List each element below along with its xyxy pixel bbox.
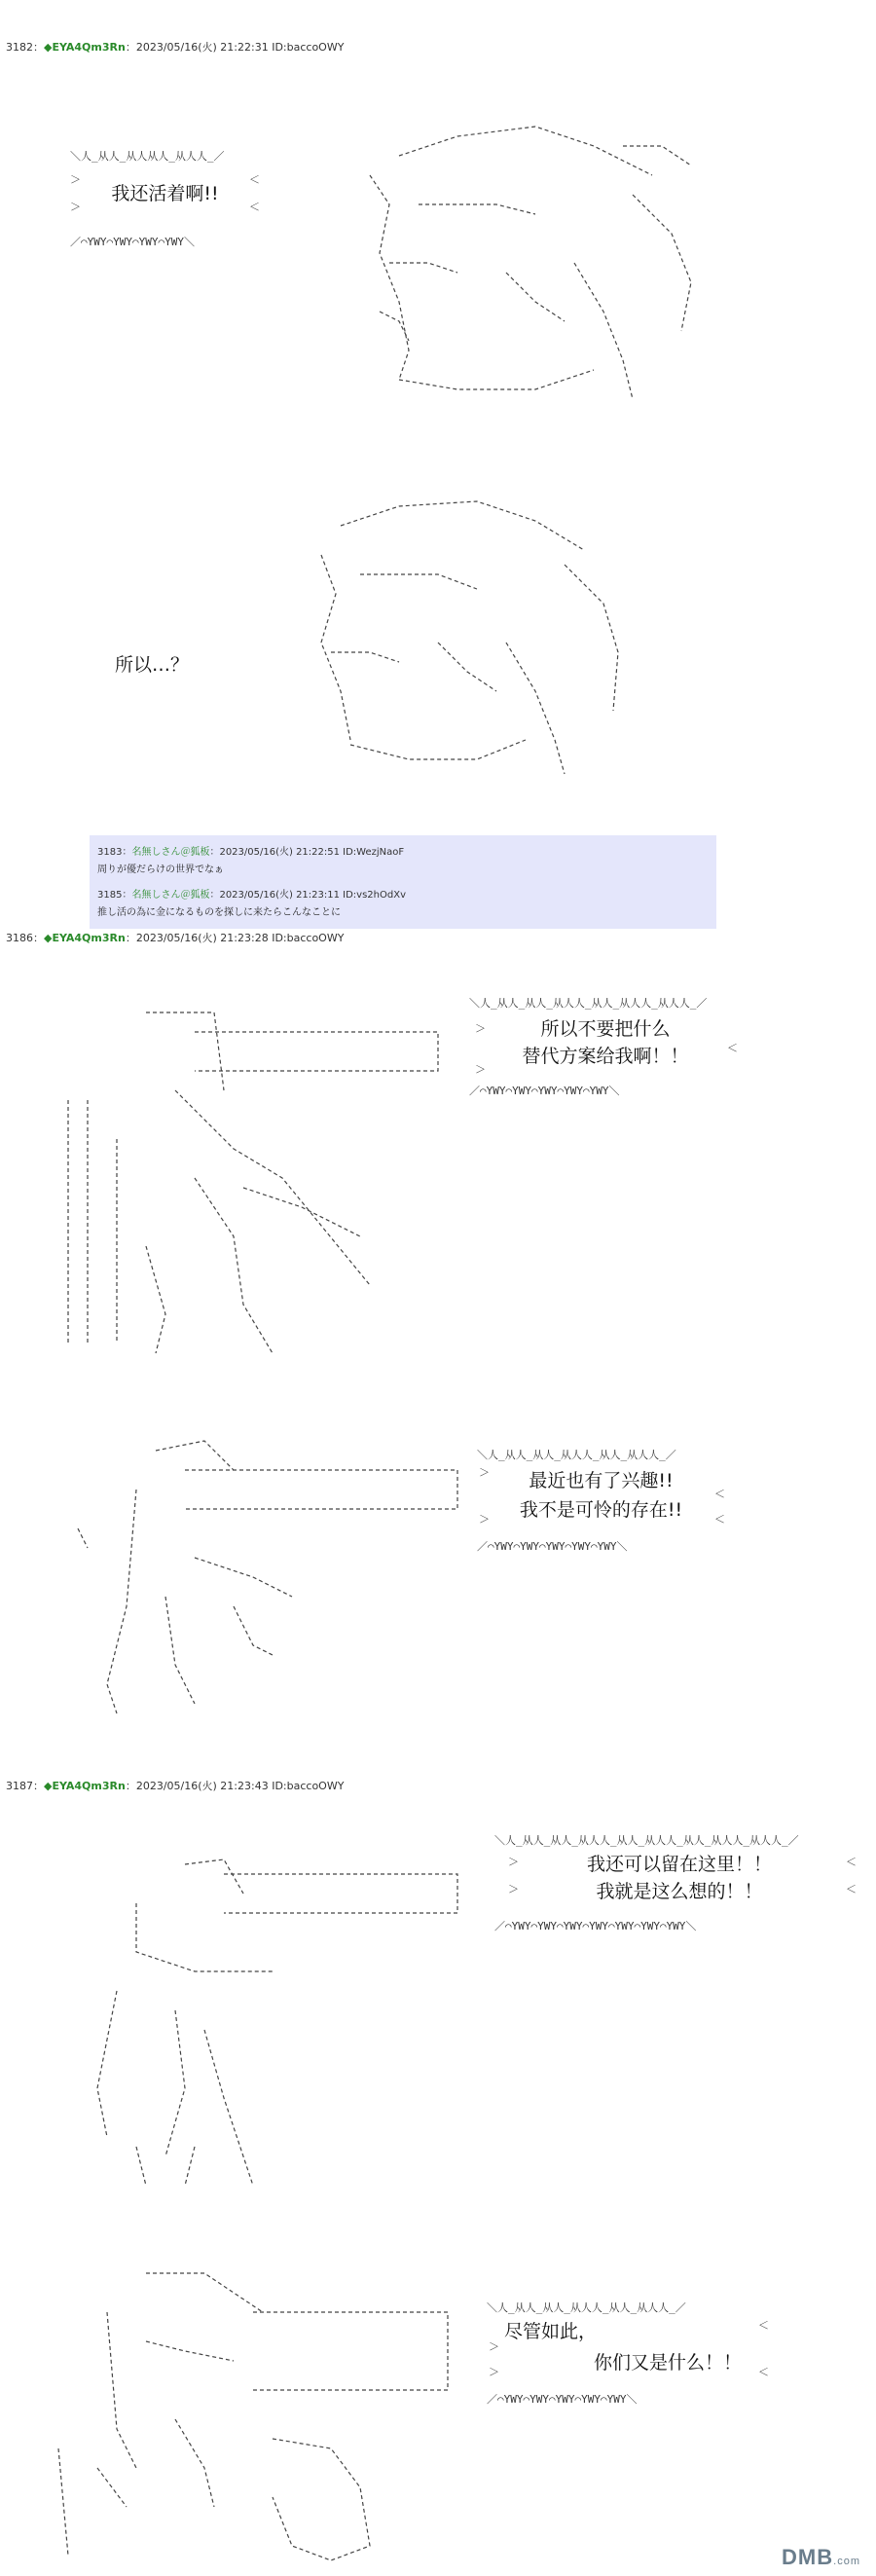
poster-name[interactable]: ◆EYA4Qm3Rn (44, 1780, 126, 1792)
post-header-3187 (6, 1780, 344, 1793)
post-meta: ：2023/05/16(火) 21:23:28 ID:baccoOWY (125, 932, 345, 944)
bubble-text: 我就是这么想的！！ (596, 1881, 763, 1902)
ascii-art-figure-gun-4 (39, 2254, 467, 2565)
reply-meta: ：2023/05/16(火) 21:22:51 ID:WezjNaoF (209, 847, 405, 858)
reply-box (90, 835, 716, 929)
poster-name[interactable]: ◆EYA4Qm3Rn (44, 932, 126, 944)
narration-text: 所以…？ (115, 654, 190, 676)
ascii-art-figure-gun-1 (49, 993, 448, 1363)
ascii-art-figure-gun-2 (58, 1431, 467, 1723)
speech-bubble-2: ＼人_从人_从人_从人人_从人_从人人_从人人_／ ＞ ＜ ＞ 所以不要把什么 替代方案给我啊！！ ／⌒YWY⌒YWY⌒YWY⌒YWY⌒YWY＼ (469, 993, 742, 1102)
bubble-top-border: ＼人_从人_从人_从人人_从人_从人人_从人_从人人_从人人_／ (494, 1834, 799, 1847)
bubble-text: 你们又是什么！！ (593, 2352, 742, 2374)
bubble-bottom-border: ／⌒YWY⌒YWY⌒YWY⌒YWY⌒YWY＼ (487, 2393, 638, 2406)
ascii-art-face-2 (292, 497, 642, 789)
post-header-3182 (6, 41, 344, 55)
post-meta: ：2023/05/16(火) 21:22:31 ID:baccoOWY (125, 41, 345, 54)
bubble-bottom-border: ／⌒YWY⌒YWY⌒YWY⌒YWY＼ (70, 236, 195, 248)
site-watermark (782, 2545, 860, 2570)
bubble-text: 我还可以留在这里！！ (586, 1854, 772, 1875)
reply-body-3183: 周りが優だらけの世界でなぁ (97, 865, 224, 875)
bubble-text: 替代方案给我啊！！ (522, 1046, 689, 1067)
reply-number: 3183： (97, 847, 132, 858)
speech-bubble-1: ＼人_从人_从人从人_从人人_／ ＞ ＜ ＞ ＜ 我还活着啊!! ／⌒YWY⌒YWY⌒YWY⌒YWY＼ (70, 150, 260, 248)
watermark-main: DMB (782, 2545, 834, 2569)
speech-bubble-4: ＼人_从人_从人_从人人_从人_从人人_从人_从人人_从人人_／ ＞ ＜ ＞ ＜ 我还可以留在这里！！ 我就是这么想的！！ ／⌒YWY⌒YWY⌒YWY⌒YWY⌒YWY⌒YWY⌒YWY＼ (494, 1830, 864, 1937)
reply-header-3185 (97, 886, 406, 901)
ascii-art-face-1 (341, 117, 711, 419)
reply-name[interactable]: 名無しさん＠狐板 (131, 847, 210, 858)
speech-bubble-5: ＼人_从人_从人_从人人_从人_从人人_／ ＜ ＞ ＞ ＜ 尽管如此， 你们又是什么！！ ／⌒YWY⌒YWY⌒YWY⌒YWY⌒YWY＼ (487, 2301, 769, 2406)
bubble-text: 我还活着啊!! (111, 183, 219, 204)
post-header-3186 (6, 932, 344, 945)
bubble-top-border: ＼人_从人_从人_从人人_从人_从人人_／ (487, 2301, 686, 2314)
watermark-sub: .com (833, 2556, 860, 2567)
reply-meta: ：2023/05/16(火) 21:23:11 ID:vs2hOdXv (209, 890, 406, 901)
bubble-bottom-border: ／⌒YWY⌒YWY⌒YWY⌒YWY⌒YWY⌒YWY⌒YWY＼ (494, 1920, 697, 1932)
bubble-bottom-border: ／⌒YWY⌒YWY⌒YWY⌒YWY⌒YWY＼ (477, 1540, 628, 1553)
bubble-bottom-border: ／⌒YWY⌒YWY⌒YWY⌒YWY⌒YWY＼ (469, 1085, 620, 1097)
poster-name[interactable]: ◆EYA4Qm3Rn (44, 41, 126, 54)
bubble-text: 所以不要把什么 (540, 1018, 671, 1040)
post-number: 3187： (6, 1780, 44, 1792)
ascii-art-figure-gun-3 (78, 1845, 467, 2205)
bubble-text: 我不是可怜的存在!! (519, 1499, 683, 1521)
speech-bubble-3: ＼人_从人_从人_从人人_从人_从人人_／ ＞ ＜ ＞ ＜ 最近也有了兴趣!! 我不是可怜的存在!! ／⌒YWY⌒YWY⌒YWY⌒YWY⌒YWY＼ (477, 1449, 725, 1553)
post-number: 3182： (6, 41, 44, 54)
post-meta: ：2023/05/16(火) 21:23:43 ID:baccoOWY (125, 1780, 345, 1792)
bubble-text: 尽管如此， (504, 2321, 598, 2342)
reply-number: 3185： (97, 890, 132, 901)
reply-body-3185: 推し活の為に金になるものを探しに来たらこんなことに (97, 907, 341, 918)
reply-header-3183 (97, 843, 404, 858)
bubble-text: 最近也有了兴趣!! (529, 1470, 674, 1491)
reply-name[interactable]: 名無しさん＠狐板 (131, 890, 210, 901)
bubble-top-border: ＼人_从人_从人_从人人_从人_从人人_从人人_／ (469, 997, 708, 1010)
bubble-top-border: ＼人_从人_从人从人_从人人_／ (70, 150, 225, 163)
post-number: 3186： (6, 932, 44, 944)
bubble-top-border: ＼人_从人_从人_从人人_从人_从人人_／ (477, 1449, 676, 1461)
